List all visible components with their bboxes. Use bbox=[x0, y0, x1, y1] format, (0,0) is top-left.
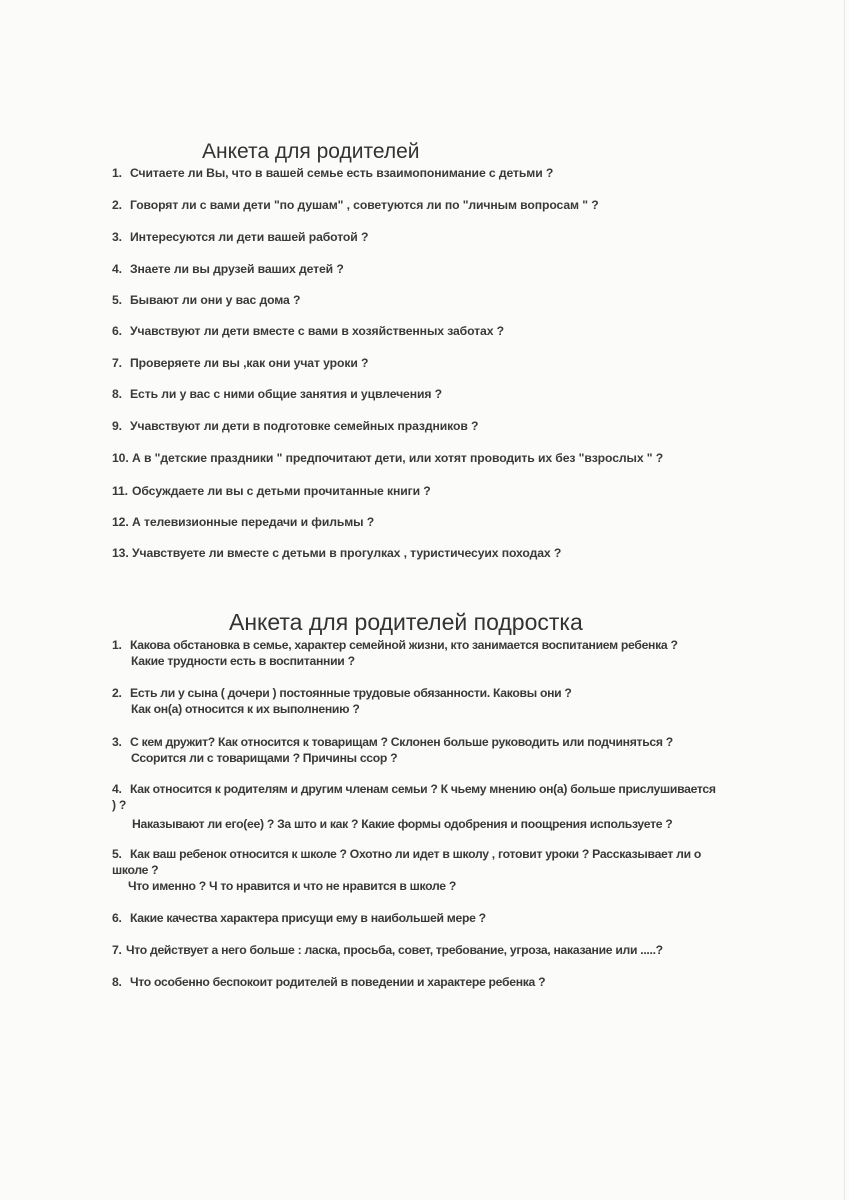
question-text-cont: Как он(а) относится к их выполнению ? bbox=[131, 702, 360, 716]
question-number: 5. bbox=[112, 293, 122, 307]
question-item bbox=[112, 323, 504, 339]
question-item bbox=[112, 685, 572, 717]
question-number: 8. bbox=[112, 975, 122, 989]
question-number: 7. bbox=[112, 356, 122, 370]
question-item bbox=[112, 165, 553, 181]
question-text: Говорят ли с вами дети "по душам" , советуются ли по "личным вопросам " ? bbox=[130, 198, 599, 212]
question-number: 11. bbox=[112, 484, 128, 498]
question-item bbox=[112, 261, 344, 277]
question-text: Проверяете ли вы ,как они учат уроки ? bbox=[130, 356, 369, 370]
question-text: Считаете ли Вы, что в вашей семье есть взаимопонимание с детьми ? bbox=[130, 166, 554, 180]
question-number: 10. bbox=[112, 451, 129, 465]
question-text-cont: Ссорится ли с товарищами ? Причины ссор ? bbox=[131, 751, 398, 765]
question-number: 13. bbox=[112, 546, 129, 560]
question-item bbox=[112, 781, 716, 832]
question-text-cont: Что именно ? Ч то нравится и что не нравится в школе ? bbox=[128, 879, 456, 893]
question-number: 3. bbox=[112, 230, 122, 244]
survey-title: Анкета для родителей bbox=[202, 140, 420, 163]
question-number: 6. bbox=[112, 911, 122, 925]
question-text: Обсуждаете ли вы с детьми прочитанные книги ? bbox=[132, 484, 431, 498]
question-item bbox=[112, 545, 561, 561]
question-text: Интересуются ли дети вашей работой ? bbox=[130, 230, 369, 244]
question-text: А телевизионные передачи и фильмы ? bbox=[132, 515, 375, 529]
question-text: Как ваш ребенок относится к школе ? Охотно ли идет в школу , готовит уроки ? Рассказывает ли о bbox=[130, 847, 701, 861]
question-text: Что особенно беспокоит родителей в поведении и характере ребенка ? bbox=[130, 975, 546, 989]
question-number: 5. bbox=[112, 847, 122, 861]
page-edge bbox=[844, 0, 845, 1200]
question-number: 7. bbox=[112, 943, 122, 957]
question-text: Учавствуют ли дети вместе с вами в хозяйственных заботах ? bbox=[130, 324, 505, 338]
question-text-cont: Наказывают ли его(ее) ? За што и как ? Какие формы одобрения и поощрения используете ? bbox=[132, 817, 673, 831]
question-item bbox=[112, 637, 678, 669]
question-item bbox=[112, 734, 673, 766]
question-number: 6. bbox=[112, 324, 122, 338]
question-number: 2. bbox=[112, 686, 122, 700]
question-text: А в "детские праздники " предпочитают дети, или хотят проводить их без "взрослых " ? bbox=[132, 451, 664, 465]
question-text-wrap: школе ? bbox=[112, 863, 159, 877]
question-number: 1. bbox=[112, 638, 122, 652]
question-text: Знаете ли вы друзей ваших детей ? bbox=[130, 262, 344, 276]
question-number: 9. bbox=[112, 419, 122, 433]
question-number: 1. bbox=[112, 166, 122, 180]
question-item bbox=[112, 514, 374, 530]
question-number: 2. bbox=[112, 198, 122, 212]
question-text: Есть ли у вас с ними общие занятия и уцвлечения ? bbox=[130, 387, 443, 401]
question-text: С кем дружит? Как относится к товарищам ? Склонен больше руководить или подчиняться ? bbox=[130, 735, 673, 749]
question-item bbox=[112, 483, 431, 499]
question-item bbox=[112, 355, 368, 371]
question-number: 12. bbox=[112, 515, 129, 529]
question-number: 8. bbox=[112, 387, 122, 401]
question-text: Учавствуют ли дети в подготовке семейных праздников ? bbox=[130, 419, 479, 433]
question-item bbox=[112, 942, 663, 958]
question-number: 3. bbox=[112, 735, 122, 749]
question-text: Как относится к родителям и другим членам семьи ? К чьему мнению он(а) больше прислушивается bbox=[130, 782, 716, 796]
question-item bbox=[112, 450, 663, 466]
question-item bbox=[112, 386, 442, 402]
question-text: Учавствуете ли вместе с детьми в прогулках , туристичесуих походах ? bbox=[132, 546, 562, 560]
question-text: Какова обстановка в семье, характер семейной жизни, кто занимается воспитанием ребенка ? bbox=[130, 638, 678, 652]
question-item bbox=[112, 974, 545, 990]
question-item bbox=[112, 197, 599, 213]
question-item bbox=[112, 418, 478, 434]
question-text: Бывают ли они у вас дома ? bbox=[130, 293, 301, 307]
question-item bbox=[112, 910, 486, 926]
question-text: Что действует а него больше : ласка, просьба, совет, требование, угроза, наказание или .....? bbox=[126, 943, 663, 957]
question-text: Есть ли у сына ( дочери ) постоянные трудовые обязанности. Каковы они ? bbox=[130, 686, 572, 700]
question-item bbox=[112, 292, 300, 308]
survey-title: Анкета для родителей подростка bbox=[229, 609, 583, 635]
question-number: 4. bbox=[112, 262, 122, 276]
question-item bbox=[112, 229, 368, 245]
question-number: 4. bbox=[112, 782, 122, 796]
question-text-cont: Какие трудности есть в воспитаннии ? bbox=[131, 654, 355, 668]
question-item bbox=[112, 846, 701, 894]
question-text: Какие качества характера присущи ему в наибольшей мере ? bbox=[130, 911, 486, 925]
question-text-wrap: ) ? bbox=[112, 798, 126, 812]
